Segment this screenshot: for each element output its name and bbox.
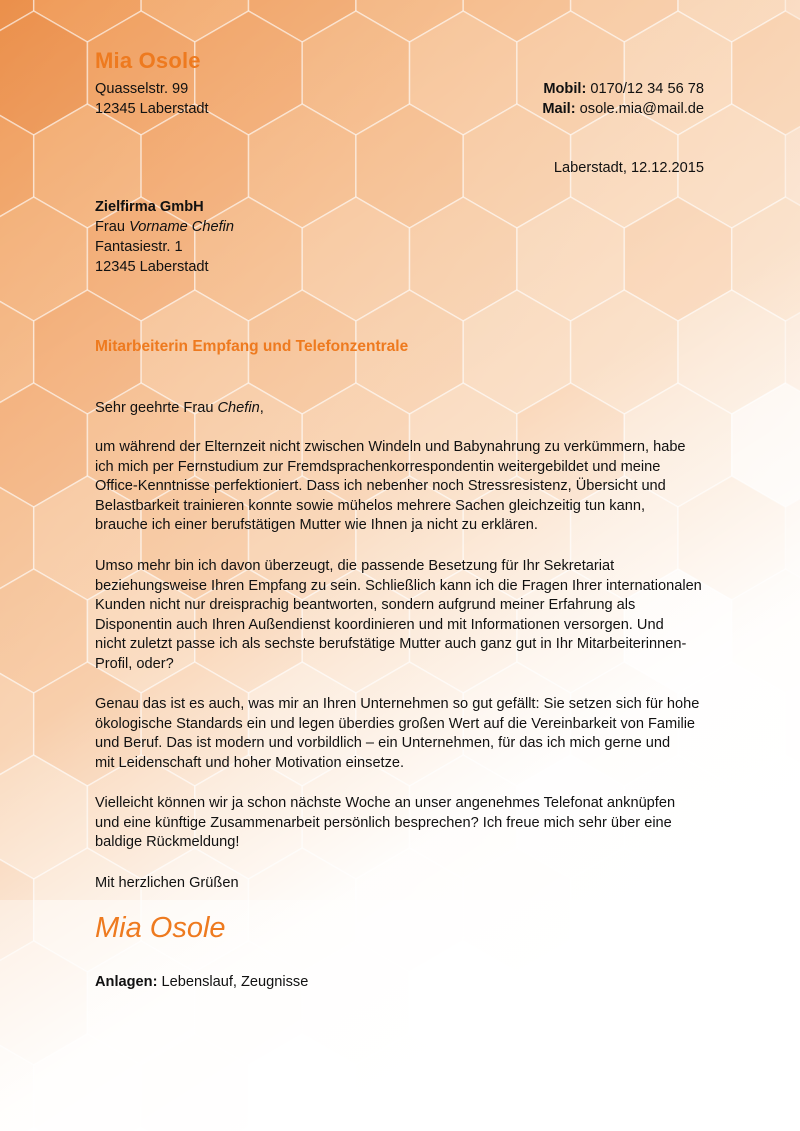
paragraph-line: Disponentin auch Ihren Außendienst koordinieren und mit Informationen versorgen. Und bbox=[95, 616, 664, 633]
sender-city: 12345 Laberstadt bbox=[95, 101, 209, 117]
recipient-contact-name: Vorname Chefin bbox=[129, 219, 234, 235]
greeting-name: Chefin bbox=[217, 400, 260, 416]
recipient-salutation: Frau bbox=[95, 219, 126, 235]
paragraph-line: ökologische Standards ein und legen überdies großen Wert auf die Vereinbarkeit von Familie bbox=[95, 715, 696, 732]
recipient-company: Zielfirma GmbH bbox=[95, 199, 204, 215]
paragraph-line: Office-Kenntnisse perfektioniert. Dass ich nebenher noch Stressresistenz, Übersicht und bbox=[95, 478, 666, 494]
attachments-label: Anlagen: bbox=[95, 974, 158, 990]
mobile-label: Mobil: bbox=[543, 81, 587, 97]
greeting-prefix: Sehr geehrte Frau bbox=[95, 400, 214, 416]
paragraph-line: um während der Elternzeit nicht zwischen Windeln und Babynahrung zu verkümmern, habe bbox=[95, 439, 686, 455]
mobile-number: 0170/12 34 56 78 bbox=[590, 81, 704, 97]
signature: Mia Osole bbox=[95, 912, 226, 944]
paragraph-line: baldige Rückmeldung! bbox=[95, 834, 240, 850]
sender-name: Mia Osole bbox=[95, 48, 201, 73]
attachments-list: Lebenslauf, Zeugnisse bbox=[161, 974, 309, 990]
recipient-street: Fantasiestr. 1 bbox=[95, 239, 183, 255]
letter-date: Laberstadt, 12.12.2015 bbox=[553, 160, 704, 176]
mail-address: osole.mia@mail.de bbox=[579, 101, 704, 117]
recipient-city: 12345 Laberstadt bbox=[95, 259, 209, 275]
paragraph-line: und eine künftige Zusammenarbeit persönlich besprechen? Ich freue mich sehr über eine bbox=[95, 814, 672, 831]
sender-street: Quasselstr. 99 bbox=[95, 81, 189, 97]
body-paragraph-2 bbox=[95, 557, 715, 674]
paragraph-line: ich mich per Fernstudium zur Fremdsprachenkorrespondentin weitergebildet und meine bbox=[95, 458, 661, 475]
letter-greeting bbox=[95, 398, 264, 418]
paragraph-line: Belastbarkeit trainieren konnte sowie mühelos mehrere Sachen gleichzeitig tun kann, bbox=[95, 497, 646, 514]
mail-label: Mail: bbox=[542, 101, 576, 117]
closing-phrase: Mit herzlichen Grüßen bbox=[95, 875, 239, 891]
greeting-suffix: , bbox=[259, 400, 264, 416]
body-paragraph-4 bbox=[95, 794, 715, 853]
paragraph-line: beziehungsweise Ihren Empfang zu sein. Schließlich kann ich die Fragen Ihrer internationalen bbox=[95, 577, 702, 594]
sender-mobile bbox=[543, 79, 704, 99]
attachments bbox=[95, 972, 308, 992]
paragraph-line: Genau das ist es auch, was mir an Ihren Unternehmen so gut gefällt: Sie setzen sich für hohe bbox=[95, 696, 700, 712]
paragraph-line: Umso mehr bin ich davon überzeugt, die passende Besetzung für Ihr Sekretariat bbox=[95, 558, 615, 574]
letter-subject: Mitarbeiterin Empfang und Telefonzentrale bbox=[95, 338, 409, 355]
paragraph-line: Kunden nicht nur dreisprachig beantworten, sondern aufgrund meiner Erfahrung als bbox=[95, 597, 636, 613]
paragraph-line: brauche ich einer berufstätigen Mutter wie Ihnen ja nicht zu erklären. bbox=[95, 517, 538, 533]
body-paragraph-3 bbox=[95, 695, 715, 773]
paragraph-line: Profil, oder? bbox=[95, 655, 174, 672]
sender-mail bbox=[542, 99, 704, 119]
paragraph-line: Vielleicht können wir ja schon nächste Woche an unser angenehmes Telefonat anknüpfen bbox=[95, 795, 676, 811]
body-paragraph-1 bbox=[95, 438, 715, 536]
paragraph-line: mit Leidenschaft und hoher Motivation einsetze. bbox=[95, 754, 405, 771]
paragraph-line: und Beruf. Das ist modern und vorbildlich – ein Unternehmen, für das ich mich gerne und bbox=[95, 735, 671, 751]
paragraph-line: nicht zuletzt passe ich als sechste berufstätige Mutter auch ganz gut in Ihr Mitarbeiterinnen- bbox=[95, 636, 687, 652]
recipient-contact bbox=[95, 217, 234, 237]
